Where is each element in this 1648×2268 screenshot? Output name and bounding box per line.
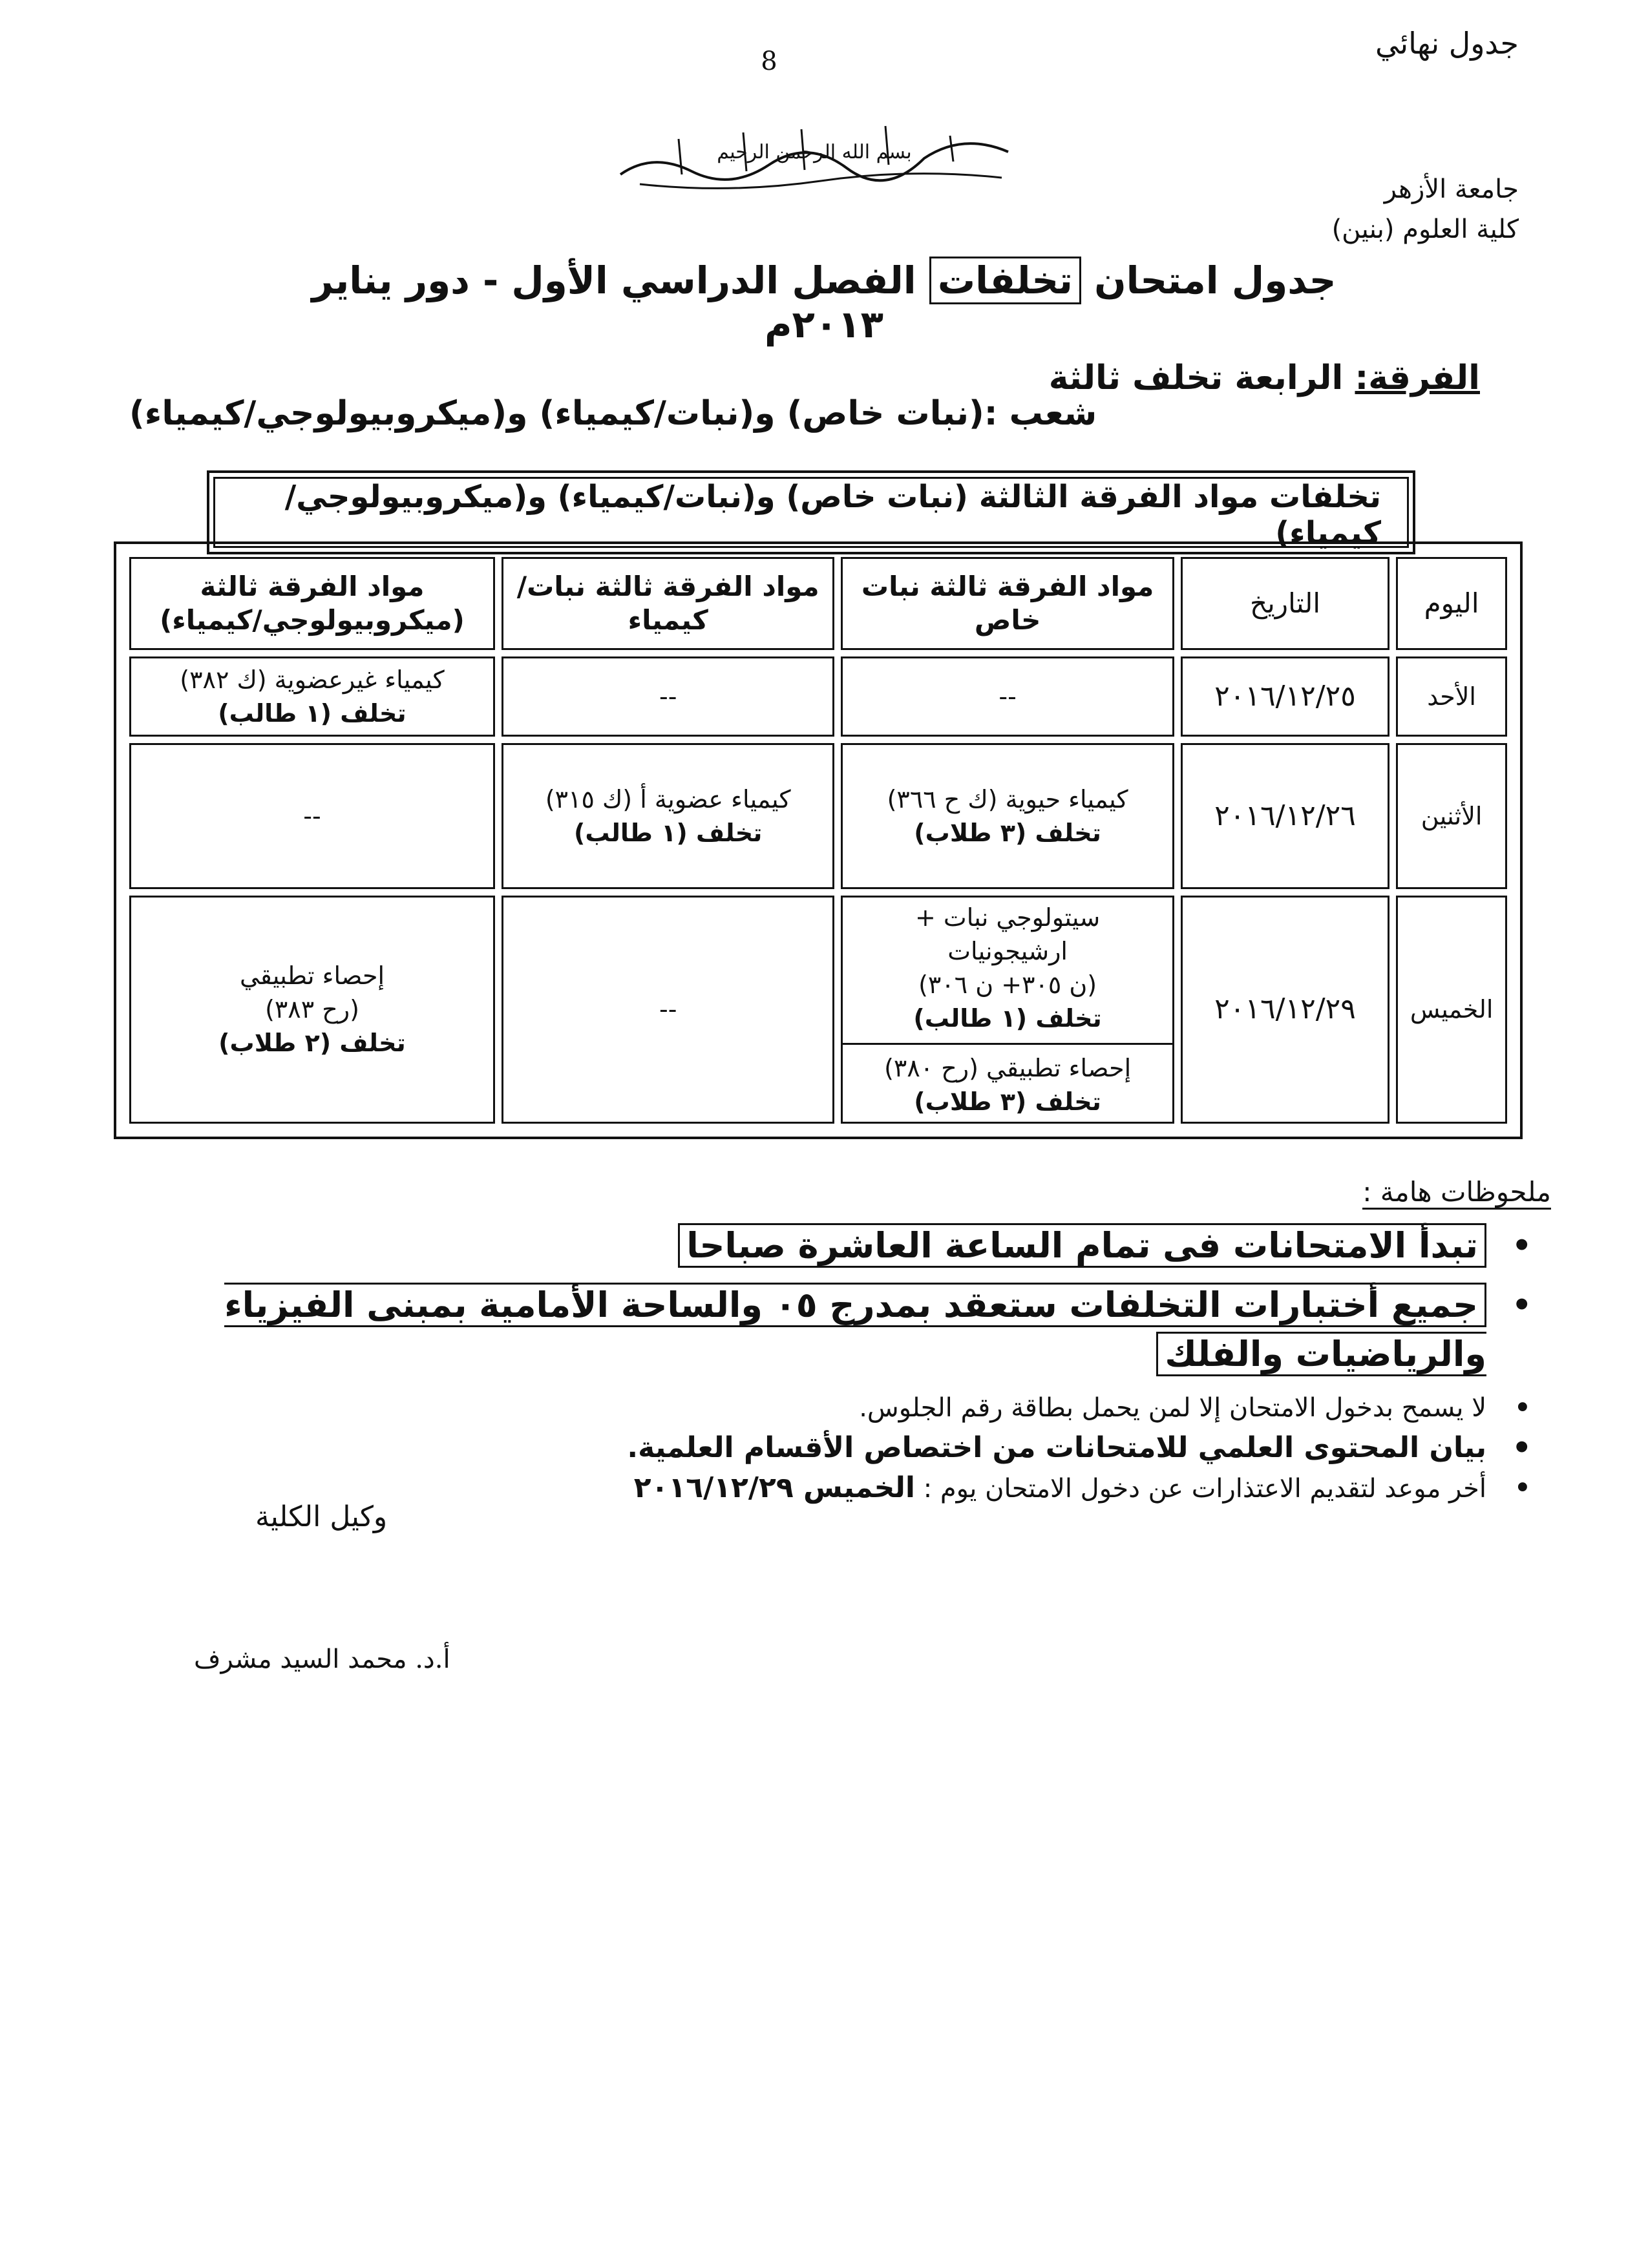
table-row <box>129 896 1507 1124</box>
deadline-date: الخميس ٢٠١٦/١٢/٢٩ <box>633 1471 915 1504</box>
row2-micro-chem: -- <box>129 743 495 889</box>
title-prefix: جدول امتحان <box>1094 258 1336 302</box>
table-row <box>129 743 1507 889</box>
faculty-name: كلية العلوم (بنين) <box>1331 215 1519 244</box>
page-number: 8 <box>761 47 777 76</box>
row3-plant-chem: -- <box>502 896 834 1124</box>
row3-day: الخميس <box>1396 896 1507 1124</box>
table-caption: تخلفات مواد الفرقة الثالثة (نبات خاص) و(نبات/كيمياء) و(ميكروبيولوجي/كيمياء) <box>213 477 1409 548</box>
row2-plant-note: تخلف (٣ طلاب) <box>914 818 1101 847</box>
note-location: جميع أختبارات التخلفات ستعقد بمدرج ٠٥ والساحة الأمامية بمبنى الفيزياء والرياضيات والفلك <box>224 1283 1486 1376</box>
row2-date: ٢٠١٦/١٢/٢٦ <box>1181 743 1389 889</box>
institution-header <box>1332 169 1519 249</box>
row3-plant-a-line1: سيتولوجي نبات + <box>915 903 1101 932</box>
row3-plant <box>841 896 1174 1124</box>
branches-line: شعب :(نبات خاص) و(نبات/كيمياء) و(ميكروبيولوجي/كيمياء) <box>129 394 1097 433</box>
row1-plant-chem: -- <box>502 656 834 736</box>
title-boxed-word: تخلفات <box>929 257 1081 304</box>
header-day: اليوم <box>1396 557 1507 650</box>
row3-plant-a-line3: (ن ٣٠٥+ ن ٣٠٦) <box>918 970 1097 999</box>
table-header-row <box>129 557 1507 650</box>
row3-micro-line2: (رح ٣٨٣) <box>265 995 359 1024</box>
note-item: • بيان المحتوى العلمي للامتحانات من اختصاص الأقسام العلمية. <box>45 1428 1532 1468</box>
deadline-text: أخر موعد لتقديم الاعتذارات عن دخول الامتحان يوم : <box>923 1474 1486 1504</box>
row3-micro-chem <box>129 896 495 1124</box>
basmala-calligraphy <box>614 113 1015 197</box>
header-date: التاريخ <box>1181 557 1389 650</box>
final-schedule-stamp: جدول نهائي <box>1375 26 1519 61</box>
header-micro-chem: مواد الفرقة ثالثة (ميكروبيولوجي/كيمياء) <box>129 557 495 650</box>
notes-label: ملحوظات هامة : <box>1362 1176 1551 1210</box>
row1-plant: -- <box>841 656 1174 736</box>
row3-plant-b <box>843 1043 1172 1118</box>
row1-micro-note: تخلف (١ طالب) <box>218 698 407 728</box>
table-row <box>129 656 1507 736</box>
row2-plant <box>841 743 1174 889</box>
notes-list <box>45 1221 1532 1509</box>
row2-plant-chem <box>502 743 834 889</box>
grade-label: الفرقة: <box>1355 359 1480 397</box>
row3-plant-b-note: تخلف (٣ طلاب) <box>914 1087 1101 1116</box>
signature-name: أ.د. محمد السيد مشرف <box>194 1644 450 1674</box>
row3-plant-b-subject: إحصاء تطبيقي (رح ٣٨٠) <box>884 1053 1132 1082</box>
row3-plant-a-line2: ارشيجونيات <box>947 936 1068 965</box>
university-name: جامعة الأزهر <box>1384 174 1519 204</box>
row3-plant-a-note: تخلف (١ طالب) <box>913 1003 1102 1033</box>
signature-role: وكيل الكلية <box>255 1500 388 1533</box>
title-suffix: الفصل الدراسي الأول - دور يناير ٢٠١٣م <box>312 258 916 346</box>
row2-plant-chem-subject: كيمياء عضوية أ (ك ٣١٥) <box>545 784 791 814</box>
row2-plant-chem-note: تخلف (١ طالب) <box>574 818 763 847</box>
header-plant: مواد الفرقة ثالثة نبات خاص <box>841 557 1174 650</box>
header-plant-chem: مواد الفرقة ثالثة نبات/كيمياء <box>502 557 834 650</box>
row2-plant-subject: كيمياء حيوية (ك ح ٣٦٦) <box>887 784 1128 814</box>
row3-micro-note: تخلف (٢ طلاب) <box>218 1029 406 1058</box>
schedule-table-frame <box>114 541 1523 1139</box>
row1-date: ٢٠١٦/١٢/٢٥ <box>1181 656 1389 736</box>
row3-micro-line1: إحصاء تطبيقي <box>239 961 385 991</box>
page-title <box>259 258 1389 346</box>
row2-day: الأثنين <box>1396 743 1507 889</box>
note-start-time: تبدأ الامتحانات فى تمام الساعة العاشرة صباحا <box>678 1223 1486 1268</box>
row3-date: ٢٠١٦/١٢/٢٩ <box>1181 896 1389 1124</box>
note-item <box>45 1221 1532 1270</box>
row1-day: الأحد <box>1396 656 1507 736</box>
note-item <box>45 1281 1532 1379</box>
grade-line <box>1049 359 1480 397</box>
schedule-table <box>123 551 1514 1130</box>
row1-micro-chem <box>129 656 495 736</box>
basmala-text: بسم الله الرحمن الرحيم <box>717 141 912 163</box>
grade-value: الرابعة تخلف ثالثة <box>1048 359 1344 397</box>
row1-micro-subject: كيمياء غيرعضوية (ك ٣٨٢) <box>180 665 445 694</box>
note-item: • لا يسمح بدخول الامتحان إلا لمن يحمل بطاقة رقم الجلوس. <box>45 1388 1532 1428</box>
